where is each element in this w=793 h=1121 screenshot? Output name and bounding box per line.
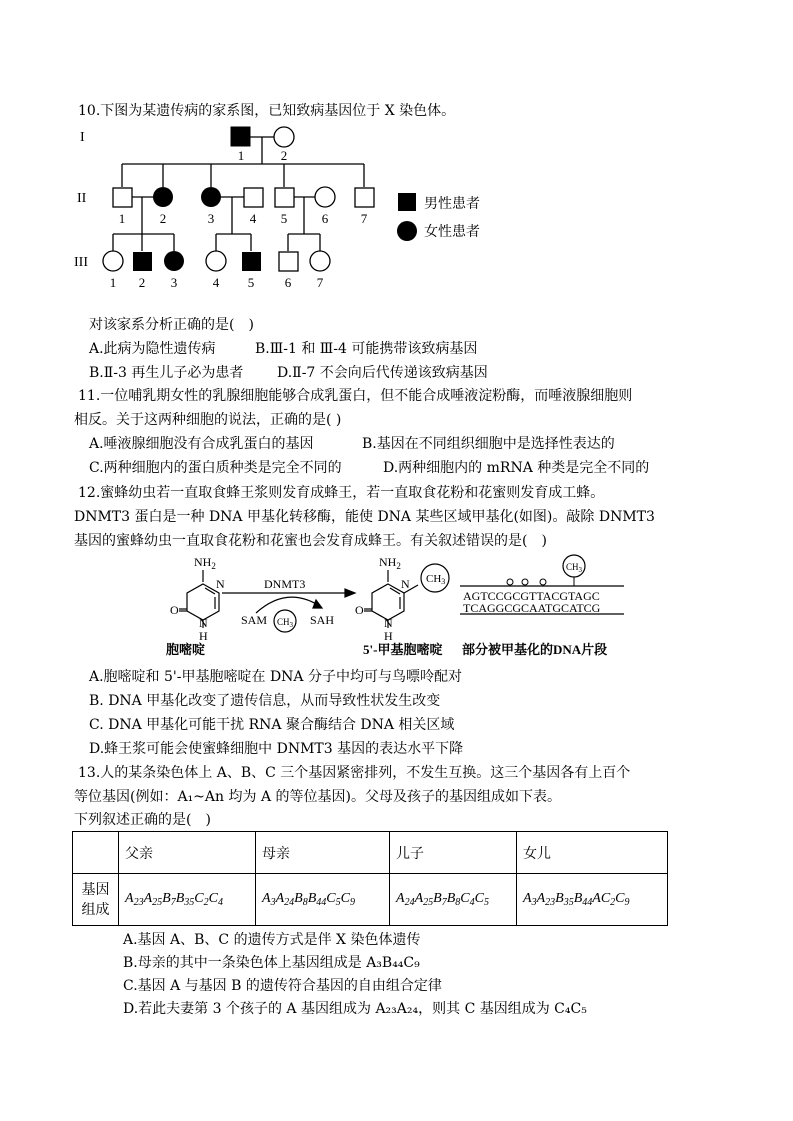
q12-option-a: A.胞嘧啶和 5'-甲基胞嘧啶在 DNA 分子中均可与鸟嘌呤配对 <box>89 669 462 685</box>
I-1-affected-male <box>231 127 250 146</box>
q13-stem-line3: 下列叙述正确的是( ) <box>74 812 211 828</box>
methylcytosine-nh2-label: $NH_2$ <box>379 555 401 571</box>
II-3-affected-female <box>201 187 221 207</box>
dna-ch3-label: $CH_3$ <box>566 562 583 574</box>
legend-male-label: 男性患者 <box>424 197 480 212</box>
allele-subscript: 2 <box>610 897 616 908</box>
allele-letter: C <box>600 891 611 906</box>
allele-letter: B <box>162 891 171 906</box>
q11-option-d: D.两种细胞内的 mRNA 种类是完全不同的 <box>383 460 650 476</box>
legend-male-symbol <box>398 193 416 211</box>
gen2-num: 5 <box>280 211 288 226</box>
allele-letter: A <box>536 891 546 906</box>
allele-subscript: 3 <box>531 897 537 908</box>
III-6-male <box>279 252 298 271</box>
q13-option-b: B.母亲的其中一条染色体上基因组成是 A₃B₄₄C₉ <box>123 955 420 971</box>
II-2-affected-female <box>153 187 173 207</box>
methylcytosine-H-label: H <box>384 629 393 643</box>
q11-option-c: C.两种细胞内的蛋白质种类是完全不同的 <box>89 460 342 476</box>
label-cytosine: 胞嘧啶 <box>166 642 206 657</box>
table-header-cell: 母亲 <box>256 832 390 874</box>
allele-letter: A <box>414 891 424 906</box>
gen-label-III: III <box>74 255 88 270</box>
methylcytosine-O-label: O <box>355 603 364 617</box>
allele-subscript: 25 <box>152 897 163 908</box>
q10-option-b: B.Ⅲ-1 和 Ⅲ-4 可能携带该致病基因 <box>255 341 478 357</box>
gen1-num: 1 <box>237 148 245 163</box>
table-row <box>73 874 668 926</box>
sah-label: SAH <box>310 613 335 627</box>
gen2-num: 2 <box>159 211 167 226</box>
allele-subscript: 24 <box>284 897 295 908</box>
legend-female-symbol <box>397 221 417 241</box>
allele-letter: C <box>615 891 625 906</box>
II-1-male <box>113 188 132 207</box>
allele-subscript: 8 <box>455 897 461 908</box>
label-methylated-dna: 部分被甲基化的DNA片段 <box>462 642 608 657</box>
table-header-row <box>73 832 668 874</box>
allele-letter: C <box>460 891 470 906</box>
q11-stem-line1: 11.一位哺乳期女性的乳腺细胞能够合成乳蛋白，但不能合成唾液淀粉酶，而唾液腺细胞则 <box>78 388 633 404</box>
II-6-female <box>315 187 335 207</box>
allele-letter: B <box>294 891 303 906</box>
sam-ch3-label: $CH_3$ <box>277 617 294 629</box>
q12-stem-line2: DNMT3 蛋白是一种 DNA 甲基化转移酶，能使 DNA 某些区域甲基化(如图)。敲除 DNMT3 <box>74 509 655 525</box>
q11-stem-line2: 相反。关于这两种细胞的说法，正确的是( ) <box>74 412 342 428</box>
I-2-female <box>274 127 294 147</box>
cytosine-nh2-label: $NH_2$ <box>194 555 216 571</box>
methylation-figure <box>160 548 630 663</box>
allele-subscript: 4 <box>217 897 223 908</box>
gen2-num: 7 <box>360 211 368 226</box>
allele-letter: C <box>208 891 218 906</box>
q10-stem: 10.下图为某遗传病的家系图，已知致病基因位于 X 染色体。 <box>78 103 456 119</box>
allele-letter: A <box>523 891 532 906</box>
II-5-male <box>275 188 294 207</box>
q11-option-a: A.唾液腺细胞没有合成乳蛋白的基因 <box>89 436 314 452</box>
allele-subscript: 7 <box>441 897 447 908</box>
gen3-num: 6 <box>284 275 292 290</box>
q11-option-b: B.基因在不同组织细胞中是选择性表达的 <box>362 436 615 452</box>
allele-letter: C <box>474 891 484 906</box>
cytosine-O-label: O <box>170 603 179 617</box>
gen-label-II: II <box>77 191 87 206</box>
genotype-cell-father <box>119 874 256 926</box>
dna-strand-bottom: TCAGGCGCAATGCATCG <box>463 601 601 615</box>
gen3-num: 4 <box>212 275 220 290</box>
cytosine-N-label: N <box>216 577 225 591</box>
gen2-num: 6 <box>321 211 329 226</box>
gen2-num: 1 <box>118 211 126 226</box>
III-7-female <box>310 251 330 271</box>
methylcytosine-ring <box>372 584 404 620</box>
allele-subscript: 3 <box>270 897 276 908</box>
allele-subscript: 7 <box>170 897 176 908</box>
gen2-num: 3 <box>207 211 215 226</box>
allele-letter: C <box>326 891 336 906</box>
genotype-cell-mother <box>256 874 390 926</box>
allele-subscript: 9 <box>349 897 355 908</box>
allele-subscript: 5 <box>483 897 489 908</box>
gen3-num: 3 <box>170 275 178 290</box>
allele-subscript: 4 <box>469 897 475 908</box>
q10-option-d: D.Ⅱ-7 不会向后代传递该致病基因 <box>277 365 488 381</box>
allele-subscript: 2 <box>203 897 209 908</box>
gen1-num: 2 <box>280 148 288 163</box>
methylcytosine-N-label: N <box>401 577 410 591</box>
gen2-num: 4 <box>249 211 257 226</box>
dna-strand-top: AGTCCGCGTTACGTAGC <box>463 589 600 603</box>
cytosine-NH-label: N <box>199 616 208 630</box>
allele-letter: B <box>555 891 564 906</box>
q12-option-b: B. DNA 甲基化改变了遗传信息，从而导致性状发生改变 <box>89 693 441 709</box>
II-4-male <box>244 188 263 207</box>
q10-option-a: A.此病为隐性遗传病 <box>89 341 216 357</box>
allele-subscript: 35 <box>563 897 574 908</box>
III-3-affected-female <box>164 251 184 271</box>
allele-letter: A <box>143 891 153 906</box>
allele-letter: C <box>194 891 204 906</box>
table-header-cell: 儿子 <box>390 832 517 874</box>
q12-option-d: D.蜂王浆可能会使蜜蜂细胞中 DNMT3 基因的表达水平下降 <box>89 741 464 757</box>
q13-stem-line2: 等位基因(例如：A₁~An 均为 A 的等位基因)。父母及孩子的基因组成如下表。 <box>74 789 561 805</box>
genotype-cell-daughter <box>517 874 668 926</box>
allele-letter: A <box>396 891 405 906</box>
dna-methyl-dot <box>507 579 513 585</box>
legend-female-label: 女性患者 <box>424 225 480 240</box>
allele-letter: B <box>433 891 442 906</box>
allele-letter: C <box>340 891 350 906</box>
allele-letter: B <box>446 891 456 906</box>
genotype-cell-son <box>390 874 517 926</box>
allele-letter: B <box>573 891 583 906</box>
allele-subscript: 23 <box>133 897 144 908</box>
gen3-num: 5 <box>247 275 255 290</box>
allele-letter: A <box>275 891 285 906</box>
III-4-female <box>206 251 226 271</box>
table-header-cell: 女儿 <box>517 832 668 874</box>
allele-subscript: 24 <box>404 897 415 908</box>
table-row-label: 基因组成 <box>73 874 119 926</box>
table-header-cell <box>73 832 119 874</box>
allele-letter: A <box>592 891 601 906</box>
label-5-methylcytosine: 5'-甲基胞嘧啶 <box>363 642 443 657</box>
methyl-group-label: CH3 <box>426 573 446 586</box>
q13-option-d: D.若此夫妻第 3 个孩子的 A 基因组成为 A₂₃A₂₄，则其 C 基因组成为 C₄C₅ <box>123 1001 587 1017</box>
allele-subscript: 35 <box>184 897 195 908</box>
allele-letter: B <box>307 891 317 906</box>
methylcytosine-NH-label: N <box>384 616 393 630</box>
q13-option-c: C.基因 A 与基因 B 的遗传符合基因的自由组合定律 <box>123 978 442 994</box>
allele-subscript: 44 <box>316 897 327 908</box>
cytosine-H-label: H <box>199 629 208 643</box>
genotype-table <box>72 831 668 926</box>
II-7-male <box>355 188 374 207</box>
gen-label-I: I <box>80 130 85 145</box>
allele-subscript: 25 <box>423 897 434 908</box>
allele-letter: B <box>175 891 185 906</box>
cytosine-ring <box>187 584 219 620</box>
q12-stem-line1: 12.蜜蜂幼虫若一直取食蜂王浆则发育成蜂王，若一直取食花粉和花蜜则发育成工蜂。 <box>78 485 605 501</box>
III-1-female <box>103 251 123 271</box>
dnmt3-label: DNMT3 <box>264 577 306 591</box>
allele-subscript: 44 <box>582 897 593 908</box>
dna-methyl-dot <box>540 579 546 585</box>
gen3-num: 2 <box>138 275 146 290</box>
allele-subscript: 23 <box>545 897 556 908</box>
q13-stem-line1: 13.人的某条染色体上 A、B、C 三个基因紧密排列，不发生互换。这三个基因各有上百个 <box>78 765 631 781</box>
q12-stem-line3: 基因的蜜蜂幼虫一直取食花粉和花蜜也会发育成蜂王。有关叙述错误的是( ) <box>74 533 547 549</box>
allele-subscript: 5 <box>335 897 341 908</box>
q12-option-c: C. DNA 甲基化可能干扰 RNA 聚合酶结合 DNA 相关区域 <box>89 717 455 733</box>
allele-subscript: 9 <box>624 897 630 908</box>
q13-option-a: A.基因 A、B、C 的遗传方式是伴 X 染色体遗传 <box>123 932 421 948</box>
III-5-affected-male <box>242 252 261 271</box>
table-header-cell: 父亲 <box>119 832 256 874</box>
allele-subscript: 8 <box>302 897 308 908</box>
III-2-affected-male <box>133 252 152 271</box>
q10-option-c: B.Ⅱ-3 再生儿子必为患者 <box>89 365 244 381</box>
q10-question: 对该家系分析正确的是( ) <box>89 317 254 333</box>
gen3-num: 7 <box>316 275 324 290</box>
gen3-num: 1 <box>109 275 117 290</box>
sam-label: SAM <box>241 613 268 627</box>
pedigree-chart <box>70 118 500 298</box>
allele-letter: A <box>262 891 271 906</box>
allele-letter: A <box>125 891 134 906</box>
dna-methyl-dot <box>522 579 528 585</box>
